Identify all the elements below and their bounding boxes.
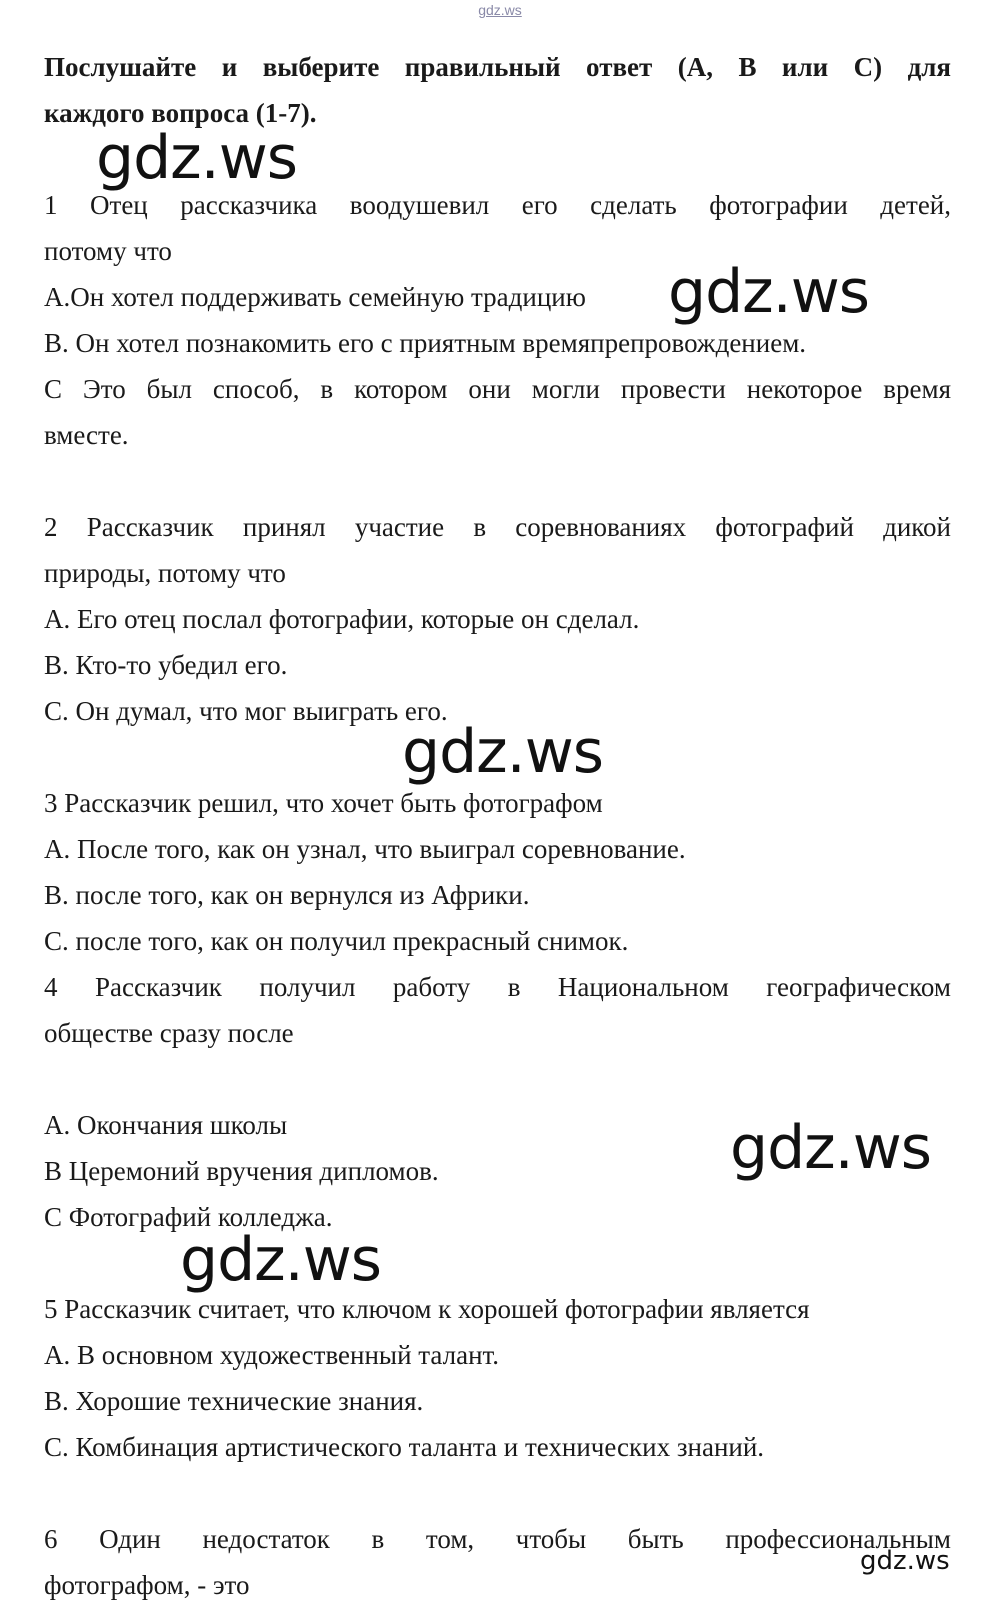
q2-option-b: В. Кто-то убедил его. <box>44 650 288 680</box>
q6-question-line-1: 6 Один недостаток в том, чтобы быть профессиональным <box>44 1524 951 1554</box>
q5-option-c: С. Комбинация артистического таланта и технических знаний. <box>44 1432 765 1462</box>
q2-question-line-2: природы, потому что <box>44 558 286 588</box>
q5-question: 5 Рассказчик считает, что ключом к хорошей фотографии является <box>44 1294 810 1324</box>
q5-option-a: А. В основном художественный талант. <box>44 1340 500 1370</box>
spacer <box>44 1470 951 1516</box>
q4-question-line-2: обществе сразу после <box>44 1018 294 1048</box>
q1-option-c-line-2: вместе. <box>44 420 129 450</box>
q3-option-b: В. после того, как он вернулся из Африки. <box>44 880 530 910</box>
q4-option-a: А. Окончания школы <box>44 1110 288 1140</box>
watermark-text: gdz.ws <box>402 717 604 787</box>
q1-option-a: А.Он хотел поддерживать семейную традицию <box>44 282 586 312</box>
watermark-text: gdz.ws <box>668 257 870 327</box>
q4-option-c: С Фотографий колледжа. <box>44 1202 333 1232</box>
spacer <box>44 1056 951 1102</box>
q2-option-a: А. Его отец послал фотографии, которые он сделал. <box>44 604 640 634</box>
q6-question-line-2: фотографом, - это <box>44 1570 250 1600</box>
heading-line-1: Послушайте и выберите правильный ответ (А, В или С) для <box>44 52 951 82</box>
q5-option-b: В. Хорошие технические знания. <box>44 1386 424 1416</box>
q2-option-c: С. Он думал, что мог выиграть его. <box>44 696 448 726</box>
top-watermark-link: gdz.ws <box>478 2 522 18</box>
q1-option-b: В. Он хотел познакомить его с приятным времяпрепровождением. <box>44 328 807 358</box>
q4-option-b: В Церемоний вручения дипломов. <box>44 1156 439 1186</box>
heading-line-2: каждого вопроса (1-7). <box>44 98 317 128</box>
watermark-text: gdz.ws <box>180 1225 382 1295</box>
q3-question: 3 Рассказчик решил, что хочет быть фотографом <box>44 788 603 818</box>
q1-option-c-line-1: С Это был способ, в котором они могли провести некоторое время <box>44 374 951 404</box>
q2-question-line-1: 2 Рассказчик принял участие в соревнованиях фотографий дикой <box>44 512 951 542</box>
q4-question-line-1: 4 Рассказчик получил работу в Национальном географическом <box>44 972 951 1002</box>
q3-option-a: А. После того, как он узнал, что выиграл соревнование. <box>44 834 686 864</box>
q3-option-c: С. после того, как он получил прекрасный снимок. <box>44 926 629 956</box>
watermark-text: gdz.ws <box>730 1113 932 1183</box>
q1-question-line-1: 1 Отец рассказчика воодушевил его сделать фотографии детей, <box>44 190 951 220</box>
watermark-text: gdz.ws <box>96 123 298 193</box>
spacer <box>44 458 951 504</box>
watermark-text: gdz.ws <box>860 1546 950 1576</box>
q1-question-line-2: потому что <box>44 236 172 266</box>
